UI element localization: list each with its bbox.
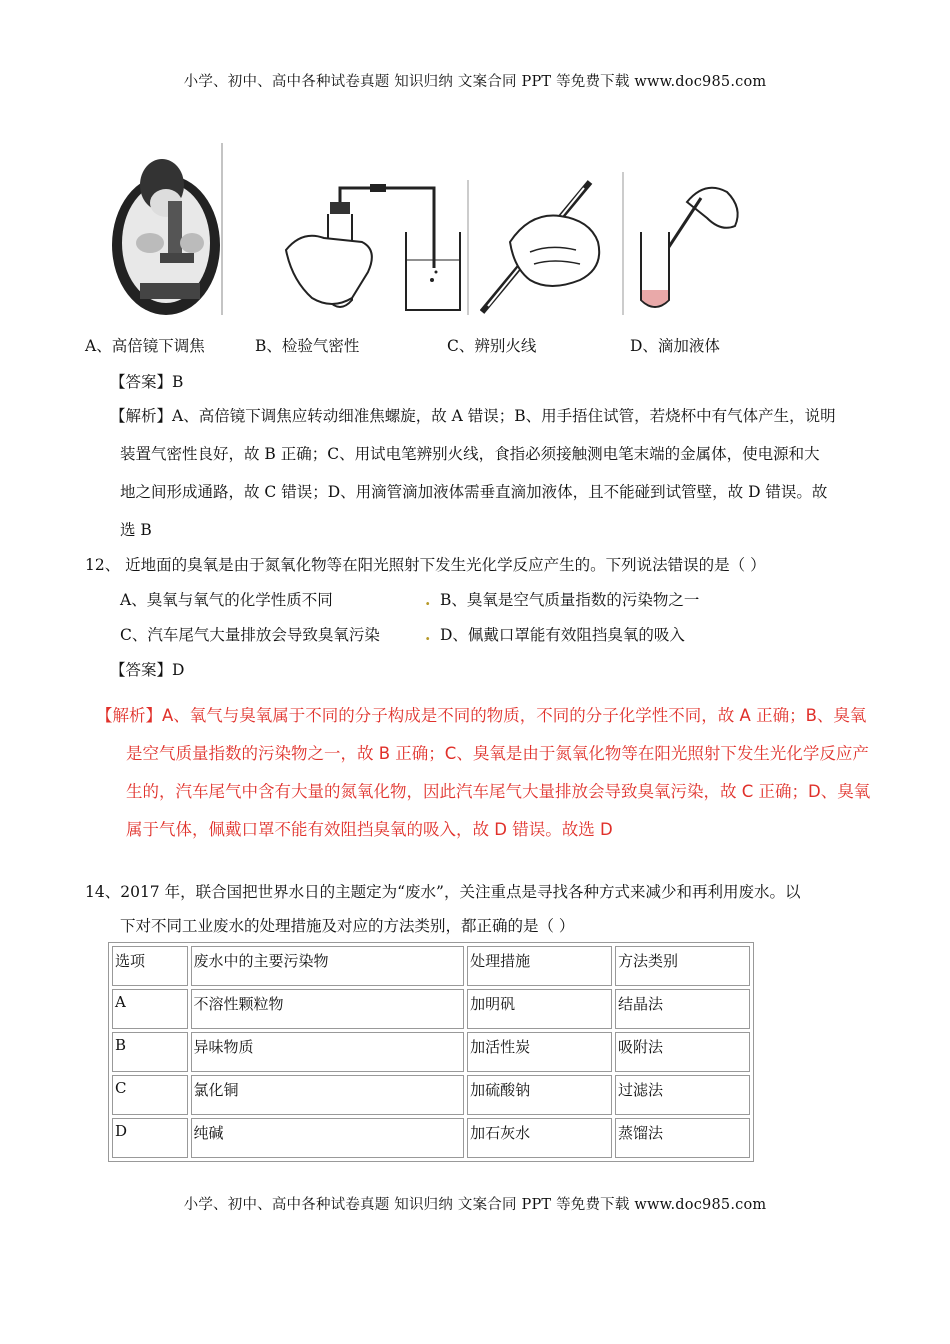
table-row xyxy=(112,1075,750,1115)
table-cell: 加石灰水 xyxy=(467,1118,612,1158)
table-cell: 不溶性颗粒物 xyxy=(191,989,465,1029)
table-cell: B xyxy=(112,1032,188,1072)
q11-analysis-line-3: 地之间形成通路，故 C 错误；D、用滴管滴加液体需垂直滴加液体，且不能碰到试管壁，故 D 错误。故 xyxy=(120,483,828,501)
table-header-cell: 方法类别 xyxy=(615,946,750,986)
table-cell: 蒸馏法 xyxy=(615,1118,750,1158)
image-dropper-test-tube xyxy=(635,172,745,315)
table-cell: 加活性炭 xyxy=(467,1032,612,1072)
q12-analysis-line-3: 生的，汽车尾气中含有大量的氮氧化物，因此汽车尾气大量排放会导致臭氧污染，故 C 正确；D、臭氧 xyxy=(126,782,871,801)
q12-stem: 12、 近地面的臭氧是由于氮氧化物等在阳光照射下发生光化学反应产生的。下列说法错误的是（ ） xyxy=(85,556,766,574)
q12-option-d: D、佩戴口罩能有效阻挡臭氧的吸入 xyxy=(440,626,685,644)
q12-option-c: C、汽车尾气大量排放会导致臭氧污染 xyxy=(120,626,380,644)
table-header-cell: 处理措施 xyxy=(467,946,612,986)
table-cell: 加硫酸钠 xyxy=(467,1075,612,1115)
page-footer: 小学、初中、高中各种试卷真题 知识归纳 文案合同 PPT 等免费下载 www.doc985.com xyxy=(183,1197,767,1213)
table-cell: 结晶法 xyxy=(615,989,750,1029)
q12-dot-mark: . xyxy=(425,590,431,609)
table-row xyxy=(112,1118,750,1158)
q11-option-d: D、滴加液体 xyxy=(630,337,720,355)
q12-analysis-line-1: 【解析】A、氧气与臭氧属于不同的分子构成是不同的物质，不同的分子化学性不同，故 A 正确；B、臭氧 xyxy=(96,706,867,725)
image-test-pen xyxy=(480,172,625,315)
q12-dot-mark: . xyxy=(425,625,431,644)
q12-option-a: A、臭氧与氧气的化学性质不同 xyxy=(120,591,333,609)
table-row xyxy=(112,1032,750,1072)
table-cell: 加明矾 xyxy=(467,989,612,1029)
table-header-row xyxy=(112,946,750,986)
table-cell: D xyxy=(112,1118,188,1158)
q11-analysis-line-2: 装置气密性良好，故 B 正确；C、用试电笔辨别火线，食指必须接触测电笔末端的金属体，使电源和大 xyxy=(120,445,820,463)
table-header-cell: 废水中的主要污染物 xyxy=(191,946,465,986)
table-cell: A xyxy=(112,989,188,1029)
page-header: 小学、初中、高中各种试卷真题 知识归纳 文案合同 PPT 等免费下载 www.doc985.com xyxy=(183,74,767,90)
table-cell: 氯化铜 xyxy=(191,1075,465,1115)
q11-analysis-line-1: 【解析】A、高倍镜下调焦应转动细准焦螺旋，故 A 错误；B、用手捂住试管，若烧杯中有气体产生，说明 xyxy=(110,407,836,425)
q11-option-c: C、辨别火线 xyxy=(447,337,537,355)
table-cell: C xyxy=(112,1075,188,1115)
q12-option-b: B、臭氧是空气质量指数的污染物之一 xyxy=(440,591,700,609)
q12-analysis-line-4: 属于气体，佩戴口罩不能有效阻挡臭氧的吸入，故 D 错误。故选 D xyxy=(126,820,613,839)
q12-answer: 【答案】D xyxy=(110,661,185,679)
q14-stem-line-2: 下对不同工业废水的处理措施及对应的方法类别，都正确的是（ ） xyxy=(120,917,575,935)
q11-option-a: A、高倍镜下调焦 xyxy=(85,337,205,355)
q14-table xyxy=(108,942,754,1162)
table-header-cell: 选项 xyxy=(112,946,188,986)
table-row xyxy=(112,989,750,1029)
table-cell: 纯碱 xyxy=(191,1118,465,1158)
q11-answer: 【答案】B xyxy=(110,373,184,391)
q12-analysis-line-2: 是空气质量指数的污染物之一，故 B 正确；C、臭氧是由于氮氧化物等在阳光照射下发生光化学反应产 xyxy=(126,744,869,763)
q11-analysis-line-4: 选 B xyxy=(120,521,152,539)
image-airtightness-test xyxy=(282,180,470,315)
table-cell: 异味物质 xyxy=(191,1032,465,1072)
table-cell: 过滤法 xyxy=(615,1075,750,1115)
table-cell: 吸附法 xyxy=(615,1032,750,1072)
image-microscope-focusing xyxy=(110,143,225,315)
q11-option-b: B、检验气密性 xyxy=(255,337,360,355)
q14-stem-line-1: 14、2017 年，联合国把世界水日的主题定为“废水”，关注重点是寻找各种方式来减少和再利用废水。以 xyxy=(85,883,801,901)
